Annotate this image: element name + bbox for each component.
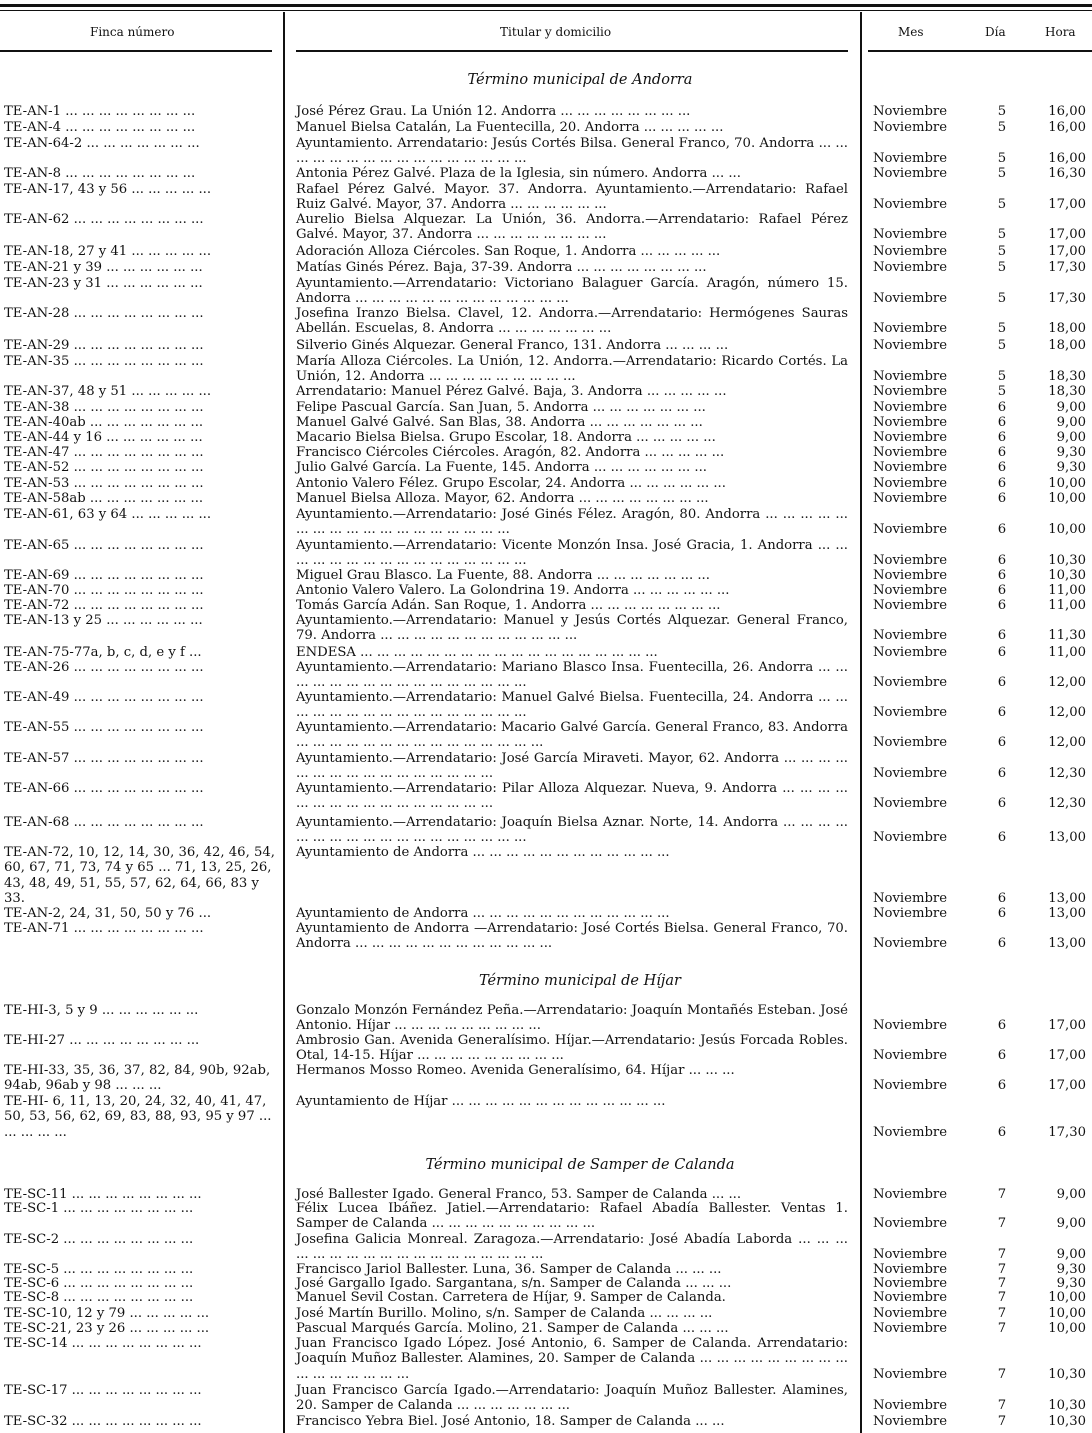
dia-cell: 5 [997, 227, 1007, 243]
hora-cell: 9,30 [1056, 1262, 1086, 1277]
dia-cell: 7 [997, 1247, 1007, 1263]
mes-cell: Noviembre [873, 476, 948, 491]
titular-cell: Juan Francisco Igado López. José Antonio, 6. Samper de Calanda. Arrendatario: Joaquín Muñoz Ballester. Alamines, 20. Samper de Calanda ... ... ... ... ... ... ... ... ... ... ... ... ... ... ... ... [296, 1336, 848, 1382]
finca-cell: TE-HI-33, 35, 36, 37, 82, 84, 90b, 92ab, 94ab, 96ab y 98 ... ... ... [4, 1063, 271, 1094]
hora-cell: 16,00 [1048, 120, 1086, 135]
hora-cell: 13,00 [1048, 830, 1086, 846]
hora-cell: 11,30 [1048, 628, 1086, 644]
mes-cell: Noviembre [873, 906, 948, 921]
hora-cell: 12,00 [1048, 735, 1086, 751]
titular-cell: Tomás García Adán. San Roque, 1. Andorra ... ... ... ... ... ... ... ... [296, 598, 721, 613]
titular-cell: José Gargallo Igado. Sargantana, s/n. Samper de Calanda ... ... ... [296, 1276, 732, 1291]
finca-cell: TE-AN-72, 10, 12, 14, 30, 36, 42, 46, 54, 60, 67, 71, 73, 74 y 65 ... 71, 13, 25, 26, 43, 48, 49, 51, 55, 57, 62, 64, 66, 83 y 33. [4, 845, 275, 907]
titular-cell: Ayuntamiento.—Arrendatario: Manuel y Jesús Cortés Alquezar. General Franco, 79. Andorra ... ... ... ... ... ... ... ... ... ... ... ... [296, 613, 848, 644]
hora-cell: 12,00 [1048, 705, 1086, 721]
hora-cell: 9,30 [1056, 1276, 1086, 1291]
dia-cell: 7 [997, 1187, 1007, 1202]
titular-cell: Ayuntamiento.—Arrendatario: Vicente Monzón Insa. José Gracia, 1. Andorra ... ... ... ... ... ... ... ... ... ... ... ... ... ... ... ... [296, 538, 848, 569]
dia-cell: 7 [997, 1262, 1007, 1277]
mes-cell: Noviembre [873, 735, 948, 751]
hora-cell: 12,30 [1048, 766, 1086, 782]
hora-cell: 12,00 [1048, 675, 1086, 691]
dia-cell: 6 [997, 936, 1007, 952]
finca-cell: TE-SC-10, 12 y 79 ... ... ... ... ... [4, 1306, 210, 1321]
mes-cell: Noviembre [873, 1216, 948, 1232]
dia-cell: 6 [997, 1078, 1007, 1094]
finca-cell: TE-AN-70 ... ... ... ... ... ... ... ... [4, 583, 204, 598]
hora-cell: 17,30 [1048, 291, 1086, 307]
titular-cell: Manuel Bielsa Catalán, La Fuentecilla, 20. Andorra ... ... ... ... ... [296, 120, 724, 135]
mes-cell: Noviembre [873, 1262, 948, 1277]
hora-cell: 11,00 [1048, 598, 1086, 613]
titular-cell: Ayuntamiento.—Arrendatario: Macario Galvé García. General Franco, 83. Andorra ... ... ... ... ... ... ... ... ... ... ... ... ... ... ... [296, 720, 848, 751]
titular-cell: Josefina Galicia Monreal. Zaragoza.—Arrendatario: José Abadía Laborda ... ... ... ... ... ... ... ... ... ... ... ... ... ... ... ... ... ... [296, 1232, 848, 1263]
dia-cell: 5 [997, 244, 1007, 259]
header-mes: Mes [898, 25, 924, 39]
finca-cell: TE-SC-1 ... ... ... ... ... ... ... ... [4, 1201, 194, 1216]
titular-cell: Ayuntamiento. Arrendatario: Jesús Cortés Bilsa. General Franco, 70. Andorra ... ... ... ... ... ... ... ... ... ... ... ... ... ... ... ... [296, 136, 848, 167]
titular-cell: Manuel Sevil Costan. Carretera de Híjar, 9. Samper de Calanda. [296, 1290, 726, 1305]
dia-cell: 6 [997, 568, 1007, 583]
top-rule-thin [0, 10, 1092, 11]
titular-cell: Macario Bielsa Bielsa. Grupo Escolar, 18. Andorra ... ... ... ... ... [296, 430, 716, 445]
hora-cell: 9,00 [1056, 1187, 1086, 1202]
titular-cell: Ayuntamiento de Andorra —Arrendatario: José Cortés Bielsa. General Franco, 70. Andorra ... ... ... ... ... ... ... ... ... ... ... ... [296, 921, 848, 952]
titular-cell: Manuel Galvé Galvé. San Blas, 38. Andorra ... ... ... ... ... ... ... [296, 415, 703, 430]
dia-cell: 5 [997, 384, 1007, 399]
finca-cell: TE-AN-13 y 25 ... ... ... ... ... ... [4, 613, 203, 628]
mes-cell: Noviembre [873, 796, 948, 812]
hora-cell: 9,00 [1056, 400, 1086, 415]
mes-cell: Noviembre [873, 830, 948, 846]
mes-cell: Noviembre [873, 1187, 948, 1202]
hora-cell: 9,00 [1056, 430, 1086, 445]
mes-cell: Noviembre [873, 1306, 948, 1321]
titular-cell: Francisco Ciércoles Ciércoles. Aragón, 82. Andorra ... ... ... ... ... [296, 445, 725, 460]
column-divider-left [283, 12, 285, 1433]
finca-cell: TE-AN-17, 43 y 56 ... ... ... ... ... [4, 182, 212, 197]
hora-cell: 11,00 [1048, 583, 1086, 598]
finca-cell: TE-AN-49 ... ... ... ... ... ... ... ... [4, 690, 204, 705]
mes-cell: Noviembre [873, 705, 948, 721]
dia-cell: 6 [997, 553, 1007, 569]
hora-cell: 16,00 [1048, 151, 1086, 167]
finca-cell: TE-AN-23 y 31 ... ... ... ... ... ... [4, 276, 203, 291]
hora-cell: 17,00 [1048, 1018, 1086, 1034]
dia-cell: 7 [997, 1321, 1007, 1336]
mes-cell: Noviembre [873, 1414, 948, 1429]
hora-cell: 10,30 [1048, 1366, 1086, 1382]
dia-cell: 6 [997, 628, 1007, 644]
finca-cell: TE-SC-2 ... ... ... ... ... ... ... ... [4, 1232, 194, 1247]
mes-cell: Noviembre [873, 1048, 948, 1064]
finca-cell: TE-AN-66 ... ... ... ... ... ... ... ... [4, 781, 204, 796]
dia-cell: 6 [997, 522, 1007, 538]
header-rule-mid [296, 50, 848, 52]
titular-cell: Francisco Jariol Ballester. Luna, 36. Samper de Calanda ... ... ... [296, 1262, 722, 1277]
titular-cell: Juan Francisco García Igado.—Arrendatario: Joaquín Muñoz Ballester. Alamines, 20. Samper de Calanda ... ... ... ... ... ... ... [296, 1383, 848, 1414]
mes-cell: Noviembre [873, 1124, 948, 1140]
finca-cell: TE-AN-26 ... ... ... ... ... ... ... ... [4, 660, 204, 675]
dia-cell: 7 [997, 1306, 1007, 1321]
hora-cell: 17,00 [1048, 1048, 1086, 1064]
finca-cell: TE-AN-62 ... ... ... ... ... ... ... ... [4, 212, 204, 227]
hora-cell: 18,00 [1048, 321, 1086, 337]
hora-cell: 13,00 [1048, 906, 1086, 921]
dia-cell: 5 [997, 197, 1007, 213]
mes-cell: Noviembre [873, 675, 948, 691]
dia-cell: 6 [997, 906, 1007, 921]
titular-cell: Ayuntamiento.—Arrendatario: Pilar Alloza Alquezar. Nueva, 9. Andorra ... ... ... ... ... ... ... ... ... ... ... ... ... ... ... ... [296, 781, 848, 812]
titular-cell: Antonio Valero Félez. Grupo Escolar, 24. Andorra ... ... ... ... ... ... [296, 476, 726, 491]
mes-cell: Noviembre [873, 553, 948, 569]
hora-cell: 16,30 [1048, 166, 1086, 181]
dia-cell: 6 [997, 598, 1007, 613]
finca-cell: TE-AN-68 ... ... ... ... ... ... ... ... [4, 815, 204, 830]
hora-cell: 12,30 [1048, 796, 1086, 812]
hora-cell: 9,00 [1056, 415, 1086, 430]
hora-cell: 10,30 [1048, 553, 1086, 569]
titular-cell: Hermanos Mosso Romeo. Avenida Generalísimo, 64. Híjar ... ... ... [296, 1063, 735, 1078]
dia-cell: 5 [997, 104, 1007, 119]
mes-cell: Noviembre [873, 321, 948, 337]
dia-cell: 6 [997, 1018, 1007, 1034]
dia-cell: 6 [997, 583, 1007, 598]
finca-cell: TE-AN-65 ... ... ... ... ... ... ... ... [4, 538, 204, 553]
dia-cell: 5 [997, 369, 1007, 385]
finca-cell: TE-AN-40ab ... ... ... ... ... ... ... [4, 415, 204, 430]
finca-cell: TE-SC-8 ... ... ... ... ... ... ... ... [4, 1290, 194, 1305]
titular-cell: José Martín Burillo. Molino, s/n. Samper de Calanda ... ... ... ... [296, 1306, 713, 1321]
dia-cell: 6 [997, 735, 1007, 751]
finca-cell: TE-SC-14 ... ... ... ... ... ... ... ... [4, 1336, 202, 1351]
finca-cell: TE-AN-64-2 ... ... ... ... ... ... ... [4, 136, 200, 151]
titular-cell: Matías Ginés Pérez. Baja, 37-39. Andorra ... ... ... ... ... ... ... ... [296, 260, 707, 275]
mes-cell: Noviembre [873, 766, 948, 782]
hora-cell: 9,30 [1056, 460, 1086, 475]
mes-cell: Noviembre [873, 369, 948, 385]
hora-cell: 17,00 [1048, 244, 1086, 259]
finca-cell: TE-AN-21 y 39 ... ... ... ... ... ... [4, 260, 203, 275]
finca-cell: TE-AN-69 ... ... ... ... ... ... ... ... [4, 568, 204, 583]
finca-cell: TE-HI-27 ... ... ... ... ... ... ... ... [4, 1033, 200, 1048]
header-dia: Día [985, 25, 1006, 39]
hora-cell: 10,00 [1048, 1306, 1086, 1321]
mes-cell: Noviembre [873, 1247, 948, 1263]
finca-cell: TE-AN-52 ... ... ... ... ... ... ... ... [4, 460, 204, 475]
finca-cell: TE-AN-71 ... ... ... ... ... ... ... ... [4, 921, 204, 936]
titular-cell: Antonio Valero Valero. La Golondrina 19. Andorra ... ... ... ... ... ... [296, 583, 730, 598]
dia-cell: 5 [997, 120, 1007, 135]
dia-cell: 6 [997, 476, 1007, 491]
titular-cell: Ayuntamiento de Híjar ... ... ... ... ... ... ... ... ... ... ... ... ... [296, 1094, 666, 1109]
finca-cell: TE-SC-32 ... ... ... ... ... ... ... ... [4, 1414, 202, 1429]
hora-cell: 18,00 [1048, 338, 1086, 353]
finca-cell: TE-HI- 6, 11, 13, 20, 24, 32, 40, 41, 47, 50, 53, 56, 62, 69, 83, 88, 93, 95 y 97 ... ... ... ... ... [4, 1094, 272, 1140]
finca-cell: TE-SC-5 ... ... ... ... ... ... ... ... [4, 1262, 194, 1277]
section-title-hijar: Término municipal de Híjar [479, 973, 681, 989]
hora-cell: 17,30 [1048, 260, 1086, 275]
dia-cell: 6 [997, 796, 1007, 812]
dia-cell: 5 [997, 166, 1007, 181]
mes-cell: Noviembre [873, 891, 948, 907]
mes-cell: Noviembre [873, 120, 948, 135]
titular-cell: Julio Galvé García. La Fuente, 145. Andorra ... ... ... ... ... ... ... [296, 460, 707, 475]
section-title-andorra: Término municipal de Andorra [467, 72, 693, 88]
mes-cell: Noviembre [873, 1290, 948, 1305]
titular-cell: Gonzalo Monzón Fernández Peña.—Arrendatario: Joaquín Montañés Esteban. José Antonio. Híjar ... ... ... ... ... ... ... ... ... [296, 1003, 848, 1034]
titular-cell: María Alloza Ciércoles. La Unión, 12. Andorra.—Arrendatario: Ricardo Cortés. La Unión, 12. Andorra ... ... ... ... ... ... ... ... ... [296, 354, 848, 385]
titular-cell: Miguel Grau Blasco. La Fuente, 88. Andorra ... ... ... ... ... ... ... [296, 568, 710, 583]
hora-cell: 9,00 [1056, 1247, 1086, 1263]
mes-cell: Noviembre [873, 104, 948, 119]
finca-cell: TE-AN-72 ... ... ... ... ... ... ... ... [4, 598, 204, 613]
hora-cell: 9,00 [1056, 1216, 1086, 1232]
dia-cell: 6 [997, 675, 1007, 691]
mes-cell: Noviembre [873, 1018, 948, 1034]
mes-cell: Noviembre [873, 460, 948, 475]
titular-cell: ENDESA ... ... ... ... ... ... ... ... ... ... ... ... ... ... ... ... ... ... [296, 645, 658, 660]
dia-cell: 7 [997, 1276, 1007, 1291]
finca-cell: TE-AN-4 ... ... ... ... ... ... ... ... [4, 120, 196, 135]
finca-cell: TE-SC-17 ... ... ... ... ... ... ... ... [4, 1383, 202, 1398]
mes-cell: Noviembre [873, 522, 948, 538]
hora-cell: 10,00 [1048, 1321, 1086, 1336]
mes-cell: Noviembre [873, 583, 948, 598]
titular-cell: Felipe Pascual García. San Juan, 5. Andorra ... ... ... ... ... ... ... [296, 400, 706, 415]
titular-cell: Ayuntamiento.—Arrendatario: José Ginés Félez. Aragón, 80. Andorra ... ... ... ... ... ... ... ... ... ... ... ... ... ... ... ... ... ... [296, 507, 848, 538]
finca-cell: TE-AN-35 ... ... ... ... ... ... ... ... [4, 354, 204, 369]
hora-cell: 16,00 [1048, 104, 1086, 119]
hora-cell: 10,00 [1048, 476, 1086, 491]
mes-cell: Noviembre [873, 244, 948, 259]
finca-cell: TE-AN-75-77a, b, c, d, e y f ... [4, 645, 202, 660]
dia-cell: 5 [997, 291, 1007, 307]
dia-cell: 6 [997, 891, 1007, 907]
dia-cell: 7 [997, 1216, 1007, 1232]
hora-cell: 11,00 [1048, 645, 1086, 660]
titular-cell: Ayuntamiento.—Arrendatario: Mariano Blasco Insa. Fuentecilla, 26. Andorra ... ... ... ... ... ... ... ... ... ... ... ... ... ... ... ... [296, 660, 848, 691]
hora-cell: 9,30 [1056, 445, 1086, 460]
header-titular: Titular y domicilio [500, 25, 612, 39]
dia-cell: 5 [997, 321, 1007, 337]
dia-cell: 6 [997, 445, 1007, 460]
hora-cell: 17,30 [1048, 1124, 1086, 1140]
mes-cell: Noviembre [873, 1366, 948, 1382]
mes-cell: Noviembre [873, 415, 948, 430]
mes-cell: Noviembre [873, 445, 948, 460]
titular-cell: Ayuntamiento.—Arrendatario: Victoriano Balaguer García. Aragón, número 15. Andorra ... ... ... ... ... ... ... ... ... ... ... ... ... [296, 276, 848, 307]
mes-cell: Noviembre [873, 400, 948, 415]
finca-cell: TE-AN-2, 24, 31, 50, 50 y 76 ... [4, 906, 212, 921]
finca-cell: TE-AN-29 ... ... ... ... ... ... ... ... [4, 338, 204, 353]
hora-cell: 18,30 [1048, 369, 1086, 385]
column-divider-right [860, 12, 862, 1433]
dia-cell: 6 [997, 400, 1007, 415]
titular-cell: Ayuntamiento de Andorra ... ... ... ... ... ... ... ... ... ... ... ... [296, 906, 670, 921]
finca-cell: TE-AN-61, 63 y 64 ... ... ... ... ... [4, 507, 212, 522]
titular-cell: Pascual Marqués García. Molino, 21. Samper de Calanda ... ... ... [296, 1321, 729, 1336]
dia-cell: 6 [997, 830, 1007, 846]
section-title-samper: Término municipal de Samper de Calanda [425, 1157, 735, 1173]
titular-cell: Francisco Yebra Biel. José Antonio, 18. Samper de Calanda ... ... [296, 1414, 725, 1429]
titular-cell: Josefina Iranzo Bielsa. Clavel, 12. Andorra.—Arrendatario: Hermógenes Sauras Abellán. Escuelas, 8. Andorra ... ... ... ... ... ... ... [296, 306, 848, 337]
hora-cell: 17,00 [1048, 197, 1086, 213]
finca-cell: TE-AN-8 ... ... ... ... ... ... ... ... [4, 166, 196, 181]
titular-cell: Ayuntamiento.—Arrendatario: Joaquín Bielsa Aznar. Norte, 14. Andorra ... ... ... ... ... ... ... ... ... ... ... ... ... ... ... ... ... ... [296, 815, 848, 846]
dia-cell: 5 [997, 260, 1007, 275]
titular-cell: José Pérez Grau. La Unión 12. Andorra ... ... ... ... ... ... ... ... [296, 104, 691, 119]
mes-cell: Noviembre [873, 1398, 948, 1414]
dia-cell: 7 [997, 1366, 1007, 1382]
finca-cell: TE-AN-58ab ... ... ... ... ... ... ... [4, 491, 204, 506]
mes-cell: Noviembre [873, 1321, 948, 1336]
titular-cell: Adoración Alloza Ciércoles. San Roque, 1. Andorra ... ... ... ... ... [296, 244, 721, 259]
finca-cell: TE-HI-3, 5 y 9 ... ... ... ... ... ... [4, 1003, 199, 1018]
mes-cell: Noviembre [873, 645, 948, 660]
dia-cell: 6 [997, 460, 1007, 475]
header-rule-left [0, 50, 272, 52]
finca-cell: TE-AN-55 ... ... ... ... ... ... ... ... [4, 720, 204, 735]
finca-cell: TE-SC-6 ... ... ... ... ... ... ... ... [4, 1276, 194, 1291]
finca-cell: TE-AN-28 ... ... ... ... ... ... ... ... [4, 306, 204, 321]
mes-cell: Noviembre [873, 384, 948, 399]
mes-cell: Noviembre [873, 197, 948, 213]
titular-cell: Ayuntamiento.—Arrendatario: Manuel Galvé Bielsa. Fuentecilla, 24. Andorra ... ... ... ... ... ... ... ... ... ... ... ... ... ... ... ... [296, 690, 848, 721]
mes-cell: Noviembre [873, 166, 948, 181]
titular-cell: Arrendatario: Manuel Pérez Galvé. Baja, 3. Andorra ... ... ... ... ... [296, 384, 727, 399]
dia-cell: 6 [997, 645, 1007, 660]
hora-cell: 10,00 [1048, 1290, 1086, 1305]
mes-cell: Noviembre [873, 628, 948, 644]
mes-cell: Noviembre [873, 598, 948, 613]
hora-cell: 10,00 [1048, 491, 1086, 506]
mes-cell: Noviembre [873, 430, 948, 445]
dia-cell: 5 [997, 151, 1007, 167]
hora-cell: 17,00 [1048, 227, 1086, 243]
dia-cell: 7 [997, 1414, 1007, 1429]
hora-cell: 10,30 [1048, 1398, 1086, 1414]
titular-cell: Antonia Pérez Galvé. Plaza de la Iglesia, sin número. Andorra ... ... [296, 166, 741, 181]
finca-cell: TE-AN-37, 48 y 51 ... ... ... ... ... [4, 384, 212, 399]
header-finca: Finca número [90, 25, 175, 39]
top-rule-thick [0, 4, 1092, 7]
titular-cell: Silverio Ginés Alquezar. General Franco, 131. Andorra ... ... ... ... [296, 338, 729, 353]
finca-cell: TE-AN-44 y 16 ... ... ... ... ... ... [4, 430, 203, 445]
dia-cell: 6 [997, 705, 1007, 721]
header-hora: Hora [1045, 25, 1076, 39]
hora-cell: 18,30 [1048, 384, 1086, 399]
mes-cell: Noviembre [873, 936, 948, 952]
finca-cell: TE-AN-38 ... ... ... ... ... ... ... ... [4, 400, 204, 415]
mes-cell: Noviembre [873, 338, 948, 353]
titular-cell: José Ballester Igado. General Franco, 53. Samper de Calanda ... ... [296, 1187, 742, 1202]
dia-cell: 6 [997, 766, 1007, 782]
titular-cell: Manuel Bielsa Alloza. Mayor, 62. Andorra ... ... ... ... ... ... ... ... [296, 491, 709, 506]
header-rule-right [868, 50, 1092, 52]
hora-cell: 17,00 [1048, 1078, 1086, 1094]
titular-cell: Rafael Pérez Galvé. Mayor. 37. Andorra. Ayuntamiento.—Arrendatario: Rafael Ruiz Galvé. Mayor, 37. Andorra ... ... ... ... ... ... [296, 182, 848, 213]
mes-cell: Noviembre [873, 1276, 948, 1291]
mes-cell: Noviembre [873, 491, 948, 506]
hora-cell: 13,00 [1048, 891, 1086, 907]
dia-cell: 6 [997, 1048, 1007, 1064]
titular-cell: Aurelio Bielsa Alquezar. La Unión, 36. Andorra.—Arrendatario: Rafael Pérez Galvé. Mayor, 37. Andorra ... ... ... ... ... ... ... ... [296, 212, 848, 243]
mes-cell: Noviembre [873, 1078, 948, 1094]
finca-cell: TE-AN-1 ... ... ... ... ... ... ... ... [4, 104, 196, 119]
titular-cell: Ayuntamiento.—Arrendatario: José García Miraveti. Mayor, 62. Andorra ... ... ... ... ... ... ... ... ... ... ... ... ... ... ... ... [296, 751, 848, 782]
dia-cell: 6 [997, 415, 1007, 430]
mes-cell: Noviembre [873, 291, 948, 307]
titular-cell: Félix Lucea Ibáñez. Jatiel.—Arrendatario: Rafael Abadía Ballester. Ventas 1. Samper de Calanda ... ... ... ... ... ... ... ... ... ... [296, 1201, 848, 1232]
hora-cell: 10,30 [1048, 1414, 1086, 1429]
dia-cell: 6 [997, 491, 1007, 506]
mes-cell: Noviembre [873, 227, 948, 243]
mes-cell: Noviembre [873, 260, 948, 275]
finca-cell: TE-SC-11 ... ... ... ... ... ... ... ... [4, 1187, 202, 1202]
finca-cell: TE-AN-18, 27 y 41 ... ... ... ... ... [4, 244, 212, 259]
dia-cell: 6 [997, 1124, 1007, 1140]
dia-cell: 7 [997, 1398, 1007, 1414]
mes-cell: Noviembre [873, 568, 948, 583]
hora-cell: 13,00 [1048, 936, 1086, 952]
mes-cell: Noviembre [873, 151, 948, 167]
dia-cell: 5 [997, 338, 1007, 353]
finca-cell: TE-AN-47 ... ... ... ... ... ... ... ... [4, 445, 204, 460]
finca-cell: TE-AN-57 ... ... ... ... ... ... ... ... [4, 751, 204, 766]
dia-cell: 6 [997, 430, 1007, 445]
titular-cell: Ambrosio Gan. Avenida Generalísimo. Híjar.—Arrendatario: Jesús Forcada Robles. Otal, 14-15. Híjar ... ... ... ... ... ... ... ... ... [296, 1033, 848, 1064]
titular-cell: Ayuntamiento de Andorra ... ... ... ... ... ... ... ... ... ... ... ... [296, 845, 670, 860]
hora-cell: 10,00 [1048, 522, 1086, 538]
finca-cell: TE-AN-53 ... ... ... ... ... ... ... ... [4, 476, 204, 491]
hora-cell: 10,30 [1048, 568, 1086, 583]
dia-cell: 7 [997, 1290, 1007, 1305]
finca-cell: TE-SC-21, 23 y 26 ... ... ... ... ... [4, 1321, 210, 1336]
